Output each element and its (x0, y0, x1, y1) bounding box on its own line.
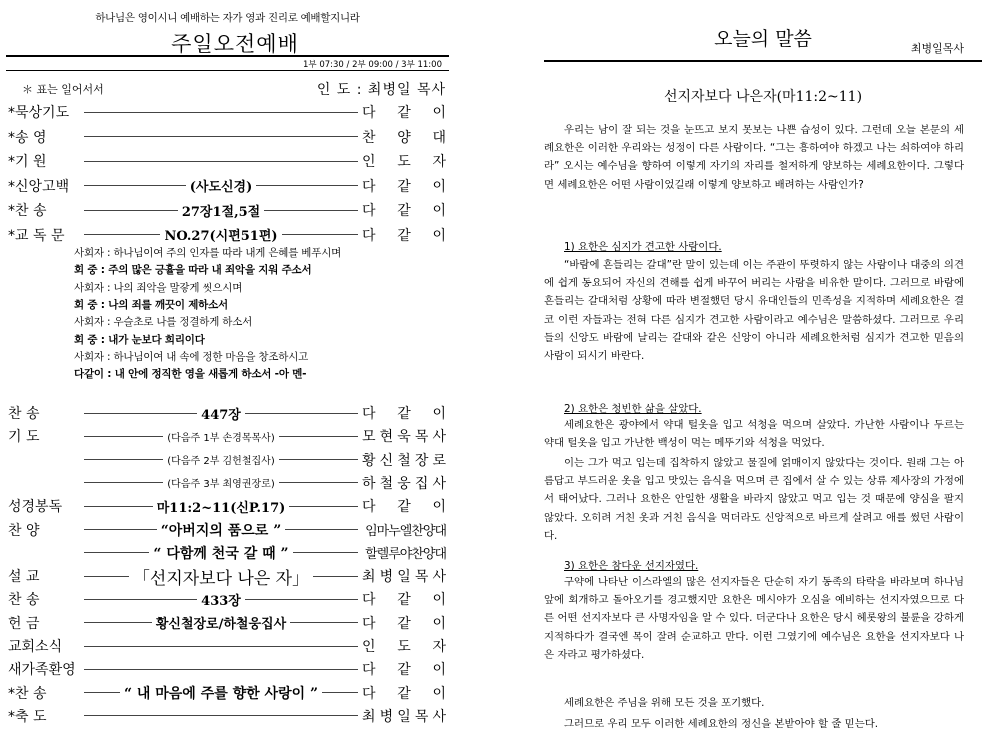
responsive-speaker: 사회자 : (74, 247, 114, 259)
order-responsible: 임마누엘찬양대 (365, 524, 446, 539)
leader-line (84, 599, 197, 600)
leader-line (290, 622, 358, 623)
leader-line (285, 529, 358, 530)
responsive-line (74, 314, 252, 329)
order-label: *축 도 (8, 708, 47, 725)
leader-line (84, 646, 358, 647)
order-responsible: 다 같 이 (362, 105, 446, 121)
section-2-title: 2) 요한은 청빈한 삶을 살았다. (564, 403, 702, 415)
section-1-body: “바람에 흔들리는 갈대”란 말이 있는데 이는 주관이 뚜렷하지 않는 사람이나 대중의 의견에 쉽게 동요되어 자신의 견해를 쉽게 바꾸어 버리는 사람을 비유한 말이다. 그러므로 바람에 흔들리는 갈대처럼 상황에 따라 변절했던 당시 유대인들의 민족성을 지적하며 세례요한은 결코 이런 자들과는 전혀 다른 심지가 견고한 사람이라고 예수님은 말씀하셨다. 그러므로 우리들의 신앙도 바람에 날리는 갈대와 같은 신앙이 아니라 세례요한처럼 심지가 견고한 믿음의 사람이 되시기 바란다. (544, 259, 964, 363)
order-label: 찬 송 (8, 406, 40, 422)
order-row (8, 100, 446, 124)
leader-line (264, 210, 358, 211)
leader-line (84, 669, 358, 670)
order-middle (80, 715, 362, 716)
order-responsible: 찬 양 대 (362, 129, 446, 146)
responsive-speaker: 회 중 : (74, 298, 109, 311)
order-row (8, 541, 446, 565)
leader-line (84, 185, 186, 186)
responsive-line (74, 349, 308, 364)
order-label: 기 도 (8, 429, 40, 446)
leader-line (282, 234, 358, 235)
order-responsible: 다 같 이 (362, 662, 446, 679)
order-row (8, 611, 446, 635)
order-row (8, 471, 446, 495)
stand-note: ＊ 표는 일어서서 (22, 83, 104, 96)
responsive-line (74, 245, 341, 260)
section-3-title: 3) 요한은 참다운 선지자였다. (564, 560, 699, 572)
order-row (8, 564, 446, 588)
section-1-title: 1) 요한은 심지가 견고한 사람이다. (564, 241, 722, 253)
section-2-body-2: 이는 그가 먹고 입는데 집착하지 않았고 물질에 얽매이지 않았다는 것이다. 원래 그는 아름답고 부드러운 옷을 입고 맛있는 음식을 먹으며 큰 집에서 살 수 있는 상류 제사장의 가정에서 태어났다. 그러나 요한은 안일한 생활을 바라지 않았고 먹고 입는 것 때문에 양심을 팔지 않았다. 오히려 거친 옷과 거친 음식을 먹더라도 신앙적으로 바르게 살려고 애를 썼던 사람이다. (544, 457, 964, 542)
leader-line (245, 413, 358, 414)
leader-line (84, 622, 152, 623)
responsive-speaker: 사회자 : (74, 350, 114, 363)
responsive-line (74, 297, 228, 312)
order-responsible: 다 같 이 (362, 178, 446, 195)
sermon-page-title: 오늘의 말씀 (714, 28, 812, 50)
responsive-text: 주의 많은 긍휼을 따라 내 죄악을 지워 주소서 (108, 264, 312, 277)
order-content: (다음주 2부 김헌철집사) (167, 456, 275, 468)
sermon-title: 선지자보다 나은자(마11:2~11) (663, 89, 863, 105)
responsive-speaker: 회 중 : (74, 333, 109, 346)
order-label: 찬 송 (8, 592, 40, 609)
leader-line (245, 599, 358, 600)
order-content: “ 다함께 천국 갈 때 ” (153, 545, 289, 562)
order-middle (80, 497, 362, 516)
order-responsible: 최 병 일 목 사 (362, 708, 446, 725)
section-3-body: 구약에 나타난 이스라엘의 많은 선지자들은 단순히 자기 동족의 타락을 바라보며 하나님 앞에 회개하고 돌아오기를 경고했지만 요한은 메시야가 오심을 예비하는 선지자였으므로 다른 어떤 선지자보다 큰 사명자임을 알 수 있다. 더군다나 요한은 당시 헤롯왕의 불륜을 강하게 지적하다가 결국엔 목이 잘려 순교하고 만다. 이런 그였기에 예수님은 요한을 선지자보다 나은 자라고 평가하셨다. (544, 576, 964, 661)
order-middle (80, 590, 362, 609)
order-row (8, 587, 446, 611)
leader-line (84, 210, 178, 211)
responsive-speaker: 다같이 : (74, 368, 115, 381)
closing-line-1: 세례요한은 주님을 위해 모든 것을 포기했다. (564, 697, 765, 709)
service-times: 1부 07:30 / 2부 09:00 / 3부 11:00 (303, 60, 442, 70)
order-label: 성경봉독 (8, 499, 63, 516)
order-middle (80, 452, 362, 467)
order-label: 찬 양 (8, 522, 40, 539)
responsive-line (74, 280, 242, 295)
order-content: “아버지의 품으로 ” (160, 522, 282, 539)
order-responsible: 다 같 이 (362, 685, 446, 702)
order-responsible: 다 같 이 (362, 227, 446, 244)
order-label: *신앙고백 (8, 178, 70, 195)
order-row (8, 704, 446, 728)
leader-line (84, 161, 358, 162)
order-row (8, 174, 446, 198)
responsive-text: 내가 눈보다 희리이다 (108, 333, 205, 346)
leader-line (279, 459, 358, 460)
order-content: “ 내 마음에 주를 향한 사랑이 ” (123, 685, 319, 702)
closing-line-2: 그러므로 우리 모두 이러한 세례요한의 정신을 본받아야 할 줄 믿는다. (564, 718, 879, 730)
leader-line (84, 136, 358, 137)
order-responsible: 최 병 일 목 사 (362, 569, 446, 586)
service-title: 주일오전예배 (171, 32, 299, 56)
leader-line (313, 576, 358, 577)
responsive-text: 우슬초로 나를 정결하게 하소서 (113, 316, 253, 329)
sermon-author: 최병일목사 (910, 42, 964, 55)
order-row (8, 401, 446, 425)
order-label: 설 교 (8, 569, 40, 586)
order-responsible: 하 철 웅 집 사 (362, 475, 446, 492)
order-content: 447장 (201, 407, 241, 423)
order-row (8, 223, 446, 247)
order-row (8, 518, 446, 542)
order-row (8, 681, 446, 705)
title-divider (6, 55, 449, 57)
sermon-intro: 우리는 남이 잘 되는 것을 눈뜨고 보지 못보는 나쁜 습성이 있다. 그런데 오늘 본문의 세례요한은 이러한 우리와는 성정이 다른 사람이다. “그는 흥하여야 하겠고 나는 쇠하여야 하리라” 오시는 예수님을 향하여 이렇게 자기의 자리를 철저하게 양보하는 세례요한이다. 그렇다면 세례요한은 어떤 사람이었길래 이렇게 양보하고 배려하는 사람인가? (544, 124, 964, 191)
leader-line (84, 436, 163, 437)
times-divider (6, 70, 449, 71)
leader-line (289, 506, 358, 507)
leader-line (84, 234, 160, 235)
leader-line (84, 459, 163, 460)
order-row (8, 198, 446, 222)
leader-line (84, 506, 153, 507)
order-middle (80, 136, 362, 137)
order-content: (다음주 3부 최영권장로) (167, 479, 275, 491)
order-middle (80, 669, 362, 670)
order-middle (80, 176, 362, 195)
order-content: 433장 (201, 593, 241, 609)
order-middle (80, 161, 362, 162)
order-label: *찬 송 (8, 685, 47, 702)
leader-line (293, 552, 358, 553)
order-responsible: 모 현 욱 목 사 (362, 429, 446, 446)
sermon-page (540, 0, 986, 741)
leader-line (84, 482, 163, 483)
order-middle (80, 429, 362, 444)
leader-line (322, 692, 358, 693)
order-label: *묵상기도 (8, 105, 70, 121)
order-row (8, 149, 446, 173)
order-middle (80, 613, 362, 632)
order-responsible: 할렐루야찬양대 (365, 547, 446, 563)
header-verse: 하나님은 영이시니 예배하는 자가 영과 진리로 예배할지니라 (95, 12, 360, 24)
order-middle (80, 201, 362, 220)
order-label: *기 원 (8, 154, 47, 170)
order-row (8, 424, 446, 448)
order-content: 마11:2~11(신P.17) (156, 500, 286, 516)
responsive-speaker: 사회자 : (74, 281, 114, 294)
sermon-title-divider (544, 60, 982, 62)
order-responsible: 다 같 이 (362, 499, 446, 516)
leader-line (279, 482, 358, 483)
responsive-text: 나의 죄를 깨끗이 제하소서 (108, 298, 229, 311)
responsive-text: 내 안에 정직한 영을 새롭게 하소서 -아 멘- (114, 368, 307, 381)
order-responsible: 다 같 이 (362, 203, 446, 219)
service-leader: 인 도 : 최병일 목사 (316, 82, 446, 98)
responsive-text: 하나님이여 주의 인자를 따라 내게 은혜를 베푸시며 (113, 247, 342, 259)
order-middle (80, 646, 362, 647)
leader-line (84, 576, 129, 577)
leader-line (84, 692, 120, 693)
order-content: (사도신경) (189, 180, 253, 195)
order-responsible: 인 도 자 (362, 154, 446, 170)
order-middle (80, 683, 362, 703)
leader-line (84, 715, 358, 716)
responsive-text: 하나님이여 내 속에 정한 마음을 창조하시고 (113, 350, 309, 363)
leader-line (84, 413, 197, 414)
order-middle (80, 564, 362, 589)
order-row (8, 494, 446, 518)
order-content: 27장1절,5절 (181, 204, 261, 220)
order-label: *교 독 문 (8, 227, 65, 244)
order-content: NO.27(시편51편) (164, 229, 278, 244)
order-row (8, 634, 446, 658)
order-content: 황신철장로/하철웅집사 (155, 617, 287, 633)
responsive-speaker: 회 중 : (74, 264, 109, 277)
order-middle (80, 112, 362, 113)
order-label: *찬 송 (8, 203, 47, 219)
order-responsible: 황 신 철 장 로 (362, 452, 446, 469)
order-responsible: 다 같 이 (362, 406, 446, 422)
order-label: 새가족환영 (8, 662, 76, 679)
order-label: 헌 금 (8, 615, 40, 632)
section-2-body-1: 세례요한은 광야에서 약대 털옷을 입고 석청을 먹으며 살았다. 가난한 사람이나 두르는 약대 털옷을 입고 가난한 백성이 먹는 메뚜기와 석청을 먹었다. (544, 419, 964, 450)
leader-line (84, 529, 157, 530)
leader-line (84, 112, 358, 113)
order-label: *송 영 (8, 129, 47, 146)
order-content: (다음주 1부 손경목목사) (167, 432, 275, 444)
order-label: 교회소식 (8, 639, 63, 655)
responsive-line (74, 366, 306, 381)
order-row (8, 448, 446, 472)
responsive-line (74, 332, 205, 347)
order-row (8, 125, 446, 149)
order-middle (80, 520, 362, 540)
order-middle (80, 225, 362, 244)
responsive-text: 나의 죄악을 말갛게 씻으시며 (113, 281, 243, 294)
order-content: 「선지자보다 나은 자」 (132, 568, 310, 589)
leader-line (256, 185, 358, 186)
order-responsible: 다 같 이 (362, 592, 446, 609)
leader-line (279, 436, 358, 437)
order-middle (80, 475, 362, 490)
order-of-worship-page (0, 0, 470, 741)
order-middle (80, 543, 362, 563)
order-row (8, 657, 446, 681)
responsive-speaker: 사회자 : (74, 316, 114, 329)
order-middle (80, 404, 362, 423)
order-responsible: 인 도 자 (362, 639, 446, 655)
leader-line (84, 552, 149, 553)
order-responsible: 다 같 이 (362, 615, 446, 632)
responsive-line (74, 262, 311, 277)
